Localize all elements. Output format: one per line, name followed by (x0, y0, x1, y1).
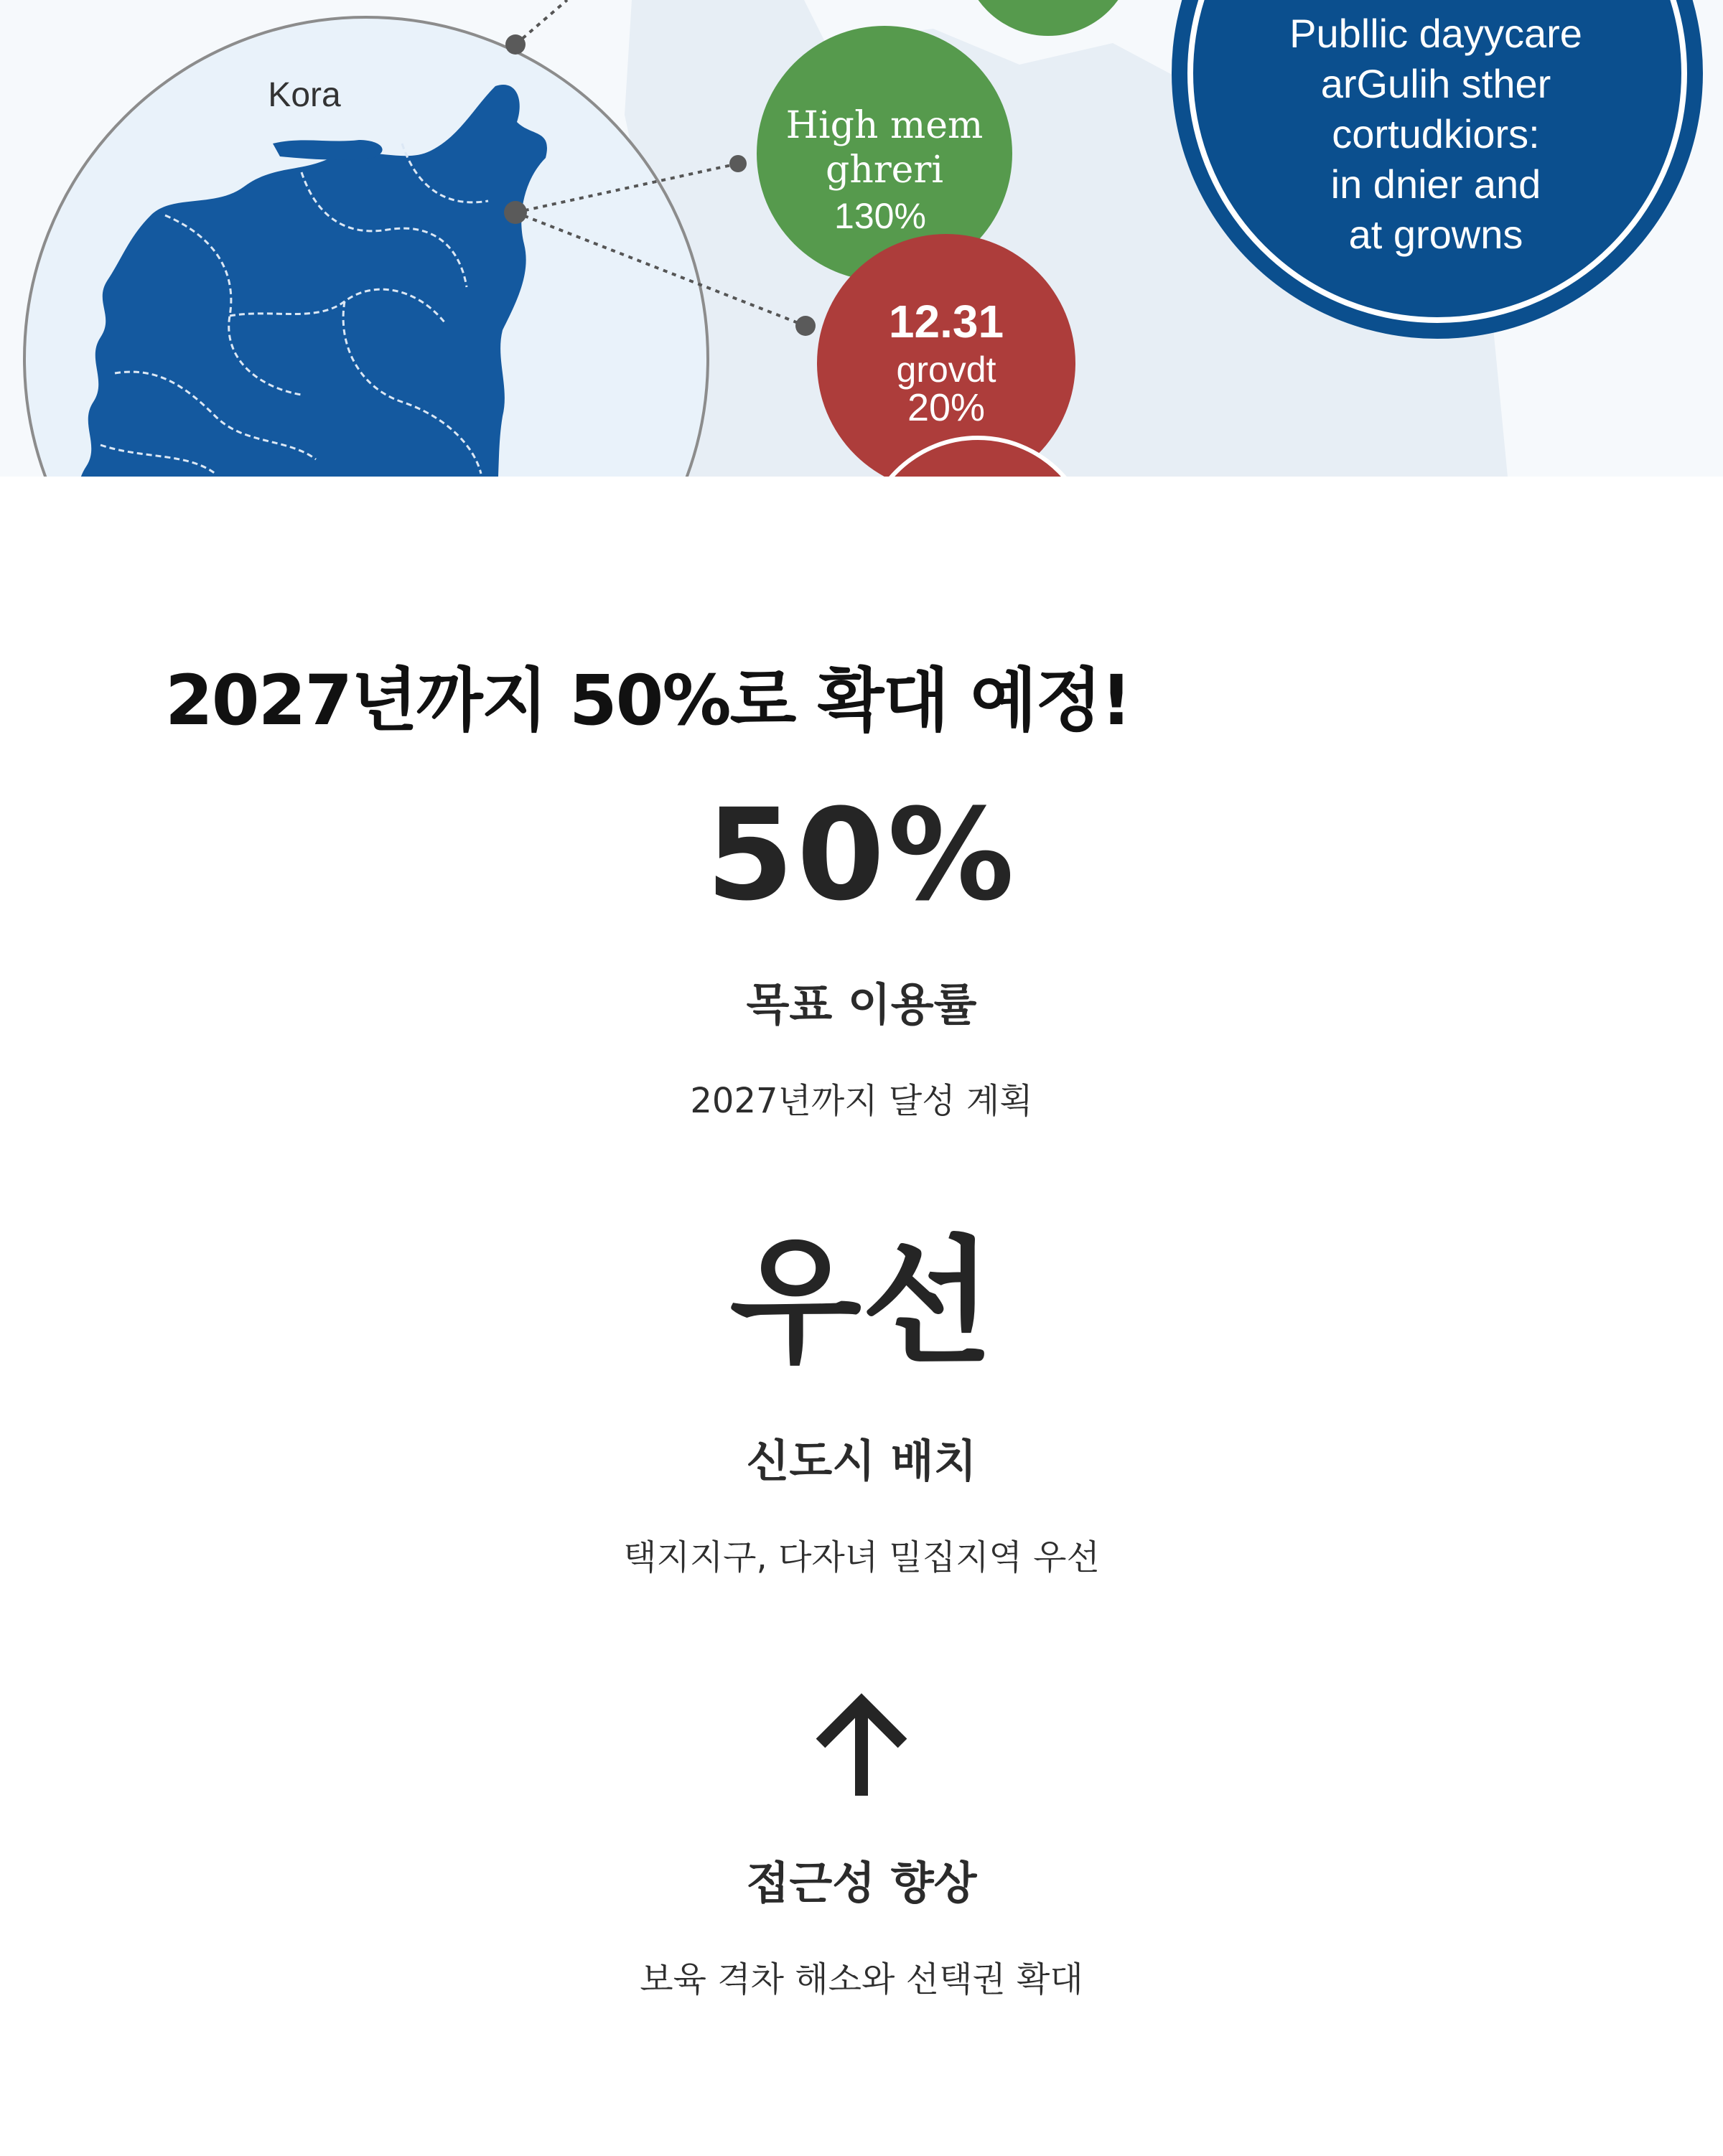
stat-accessibility (0, 1689, 1723, 2001)
stat-value: 50% (706, 782, 1017, 929)
main-content (0, 477, 1723, 2156)
bubble-line: at growns (1348, 212, 1523, 257)
stat-label: 신도시 배치 (746, 1435, 977, 1487)
arrow-up-icon (0, 1689, 1723, 1797)
map-label: Kora (268, 76, 341, 114)
bubble-line: 20% (907, 386, 986, 429)
bubble-line: 12.31 (888, 296, 1004, 347)
page-title: 2027년까지 50%로 확대 예정! (165, 660, 1131, 741)
stat-label: 접근성 향상 (746, 1857, 977, 1909)
bubble-line: Publlic dayycare (1289, 11, 1582, 56)
hero-illustration (0, 0, 1723, 477)
bubble-line: in dnier and (1330, 161, 1541, 207)
stat-target-rate (0, 782, 1723, 1122)
stat-description: 2027년까지 달성 계획 (690, 1081, 1033, 1121)
bubble-line: ghreri (826, 149, 943, 192)
stat-label: 목표 이용률 (746, 978, 977, 1031)
stat-description: 택지지구, 다자녀 밀집지역 우선 (623, 1537, 1100, 1578)
bubble-line: arGulih sther (1320, 61, 1551, 106)
hero-banner (0, 0, 1723, 477)
stat-new-city-placement (0, 1223, 1723, 1579)
bubble-line: cortudkiors: (1332, 111, 1540, 156)
bubble-line: grovdt (896, 350, 996, 390)
stat-value: 우선 (729, 1223, 994, 1382)
stat-description: 보육 격차 해소와 선택권 확대 (640, 1959, 1083, 2000)
bubble-line: 130% (834, 196, 926, 236)
bubble-line: High mem (785, 104, 984, 147)
